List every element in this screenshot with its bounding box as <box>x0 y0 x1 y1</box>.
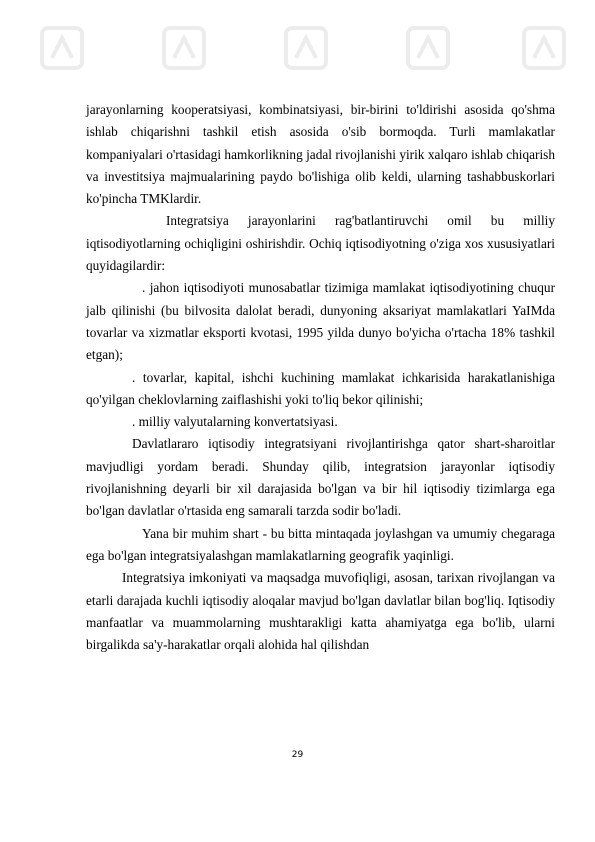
paragraph: Yana bir muhim shart - bu bitta mintaqada joylashgan va umumiy chegaraga ega bo'lgan integratsiyalashgan mamlakatlarning geografik yaqinligi. <box>86 525 555 563</box>
watermark-icon <box>282 24 330 72</box>
watermark-icon <box>404 24 452 72</box>
watermark-icon <box>520 24 568 72</box>
paragraph: Davlatlararo iqtisodiy integratsiyani rivojlantirishga qator shart-sharoitlar mavjudligi yordam beradi. Shunday qilib, integratsion jarayonlar iqtisodiy rivojlanishning deyarli bir xil darajasida bo'lgan va bir hil iqtisodiy tizimlarga ega bo'lgan davlatlar o'rtasida eng samarali tarzda sodir bo'ladi. <box>86 436 555 519</box>
list-item: . tovarlar, kapital, ishchi kuchining mamlakat ichkarisida harakatlanishiga qo'yilgan cheklovlarning zaiflashishi yoki to'liq bekor qilinishi; <box>86 369 555 407</box>
list-item: . jahon iqtisodiyoti munosabatlar tizimiga mamlakat iqtisodiyotining chuqur jalb qilinishi (bu bilvosita dalolat beradi, dunyoning aksariyat mamlakatlari YaIMda tovarlar va xizmatlar eksporti kvotasi, 1995 yilda dunyo bo'yicha o'rtacha 18% tashkil etgan); <box>86 280 555 363</box>
page-number: 29 <box>291 750 304 760</box>
watermark-icon <box>38 24 86 72</box>
body-text <box>86 99 555 656</box>
paragraph: jarayonlarning kooperatsiyasi, kombinatsiyasi, bir-birini to'ldirishi asosida qo'shma ishlab chiqarishni tashkil etish asosida o'sib bormoqda. Turli mamlakatlar kompaniyalari o'rtasidagi hamkorlikning jadal rivojlanishi yirik xalqaro ishlab chiqarish va investitsiya majmualarining paydo bo'lishiga olib keldi, ularning tashabbuskorlari ko'pincha TMKlardir. <box>86 102 555 207</box>
list-item: . milliy valyutalarning konvertatsiyasi. <box>132 414 338 430</box>
watermark-icon <box>160 24 208 72</box>
paragraph: Integratsiya jarayonlarini rag'batlantiruvchi omil bu milliy iqtisodiyotlarning ochiqligini oshirishdir. Ochiq iqtisodiyotning o'ziga xos xususiyatlari quyidagilardir: <box>86 213 555 274</box>
paragraph: Integratsiya imkoniyati va maqsadga muvofiqligi, asosan, tarixan rivojlangan va etarli darajada kuchli iqtisodiy aloqalar mavjud bo'lgan davlatlar bilan bog'liq. Iqtisodiy manfaatlar va muammolarning mushtarakligi katta ahamiyatga ega bo'lib, ularni birgalikda sa'y-harakatlar orqali alohida hal qilishdan <box>86 570 555 653</box>
